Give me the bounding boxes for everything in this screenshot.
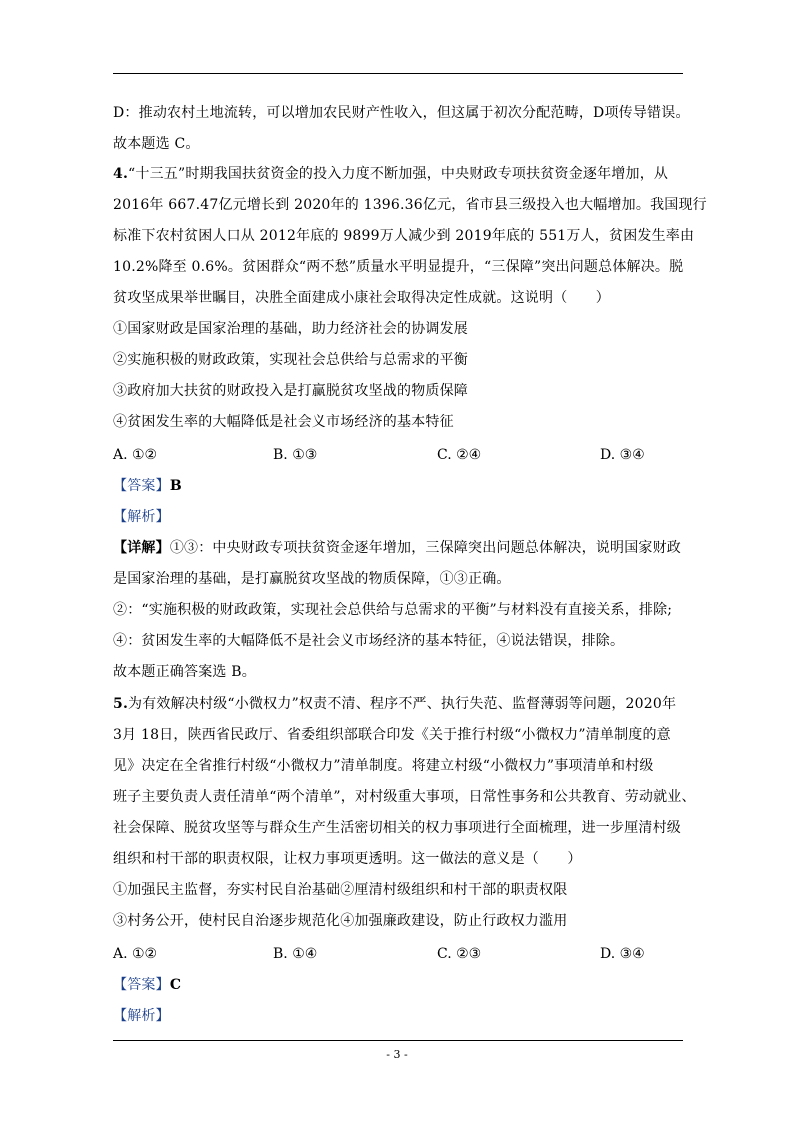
statement-item: ③政府加大扶贫的财政投入是打赢脱贫攻坚战的物质保障: [113, 383, 468, 399]
option-b: B. ①③: [273, 447, 318, 463]
answer-line: [113, 975, 688, 995]
text-line: 见》决定在全省推行村级“小微权力”清单制度。将建立村级“小微权力”事项清单和村级: [113, 758, 654, 774]
detail-text: ①③：中央财政专项扶贫资金逐年增加，三保障突出问题总体解决，说明国家财政: [169, 540, 682, 556]
statement-item: ③村务公开，使村民自治逐步规范化④加强廉政建设，防止行政权力滥用: [113, 913, 568, 929]
text-line: D：推动农村土地流转，可以增加农民财产性收入，但这属于初次分配范畴，D项传导错误。: [113, 105, 690, 121]
text-line: 故本题选 C。: [113, 136, 200, 152]
answer-value: C: [169, 977, 182, 993]
option-a: A. ①②: [113, 447, 158, 463]
question-5-number: 5.: [113, 696, 129, 712]
option-c: C. ②④: [437, 447, 482, 463]
option-b: B. ①④: [273, 946, 318, 962]
answer-line: [113, 476, 688, 496]
answer-tag: 【答案】: [113, 977, 170, 993]
text-line: 故本题正确答案选 B。: [113, 664, 256, 680]
option-d: D. ③④: [600, 946, 645, 962]
text-line: 是国家治理的基础，是打赢脱贫攻坚战的物质保障，①③正确。: [113, 571, 511, 587]
text-line: 标准下农村贫困人口从 2012年底的 9899万人减少到 2019年底的 551万人，贫困发生率由: [113, 228, 695, 244]
footer-rule: [113, 1040, 683, 1041]
text-line: 班子主要负责人责任清单“两个清单”，对村级重大事项，日常性事务和公共教育、劳动就业、: [113, 789, 696, 805]
text-line: 2016年 667.47亿元增长到 2020年的 1396.36亿元，省市县三级投入也大幅增加。我国现行: [113, 197, 707, 213]
text-line: 3月 18日，陕西省民政厅、省委组织部联合印发《关于推行村级“小微权力”清单制度的意: [113, 727, 671, 743]
text-line: ②：“实施积极的财政政策，实现社会总供给与总需求的平衡”与材料没有直接关系，排除;: [113, 602, 673, 618]
detail-tag: 【详解】: [113, 540, 170, 556]
question-5-stem-line: [113, 694, 688, 714]
question-text: 为有效解决村级“小微权力”权责不清、程序不严、执行失范、监督薄弱等问题，2020年: [128, 696, 677, 712]
question-5-options: [113, 944, 688, 964]
page-number: - 3 -: [386, 1048, 408, 1061]
answer-tag: 【答案】: [113, 478, 170, 494]
text-line: 组织和村干部的职责权限，让权力事项更透明。这一做法的意义是（ ）: [113, 851, 582, 867]
answer-value: B: [169, 478, 182, 494]
text-line: 贫攻坚成果举世瞩目，决胜全面建成小康社会取得决定性成就。这说明（ ）: [113, 290, 610, 306]
text-line: 社会保障、脱贫攻坚等与群众生产生活密切相关的权力事项进行全面梳理，进一步厘清村级: [113, 820, 681, 836]
question-text: “十三五”时期我国扶贫资金的投入力度不断加强，中央财政专项扶贫资金逐年增加，从: [128, 166, 669, 182]
question-4-options: [113, 445, 688, 465]
option-d: D. ③④: [600, 447, 645, 463]
header-rule: [113, 73, 683, 74]
option-c: C. ②③: [437, 946, 482, 962]
analysis-tag: 【解析】: [113, 509, 170, 525]
option-a: A. ①②: [113, 946, 158, 962]
text-line: 10.2%降至 0.6%。贫困群众“两不愁”质量水平明显提升，“三保障”突出问题总体解决。脱: [113, 259, 684, 275]
statement-item: ④贫困发生率的大幅降低是社会义市场经济的基本特征: [113, 414, 454, 430]
statement-item: ①国家财政是国家治理的基础，助力经济社会的协调发展: [113, 321, 468, 337]
analysis-tag: 【解析】: [113, 1008, 170, 1024]
text-line: ④：贫困发生率的大幅降低不是社会义市场经济的基本特征，④说法错误，排除。: [113, 633, 625, 649]
statement-item: ①加强民主监督，夯实村民自治基础②厘清村级组织和村干部的职责权限: [113, 882, 568, 898]
statement-item: ②实施积极的财政政策，实现社会总供给与总需求的平衡: [113, 352, 468, 368]
question-4-stem-line: [113, 164, 688, 184]
detail-line: [113, 538, 688, 558]
question-4-number: 4.: [113, 166, 129, 182]
